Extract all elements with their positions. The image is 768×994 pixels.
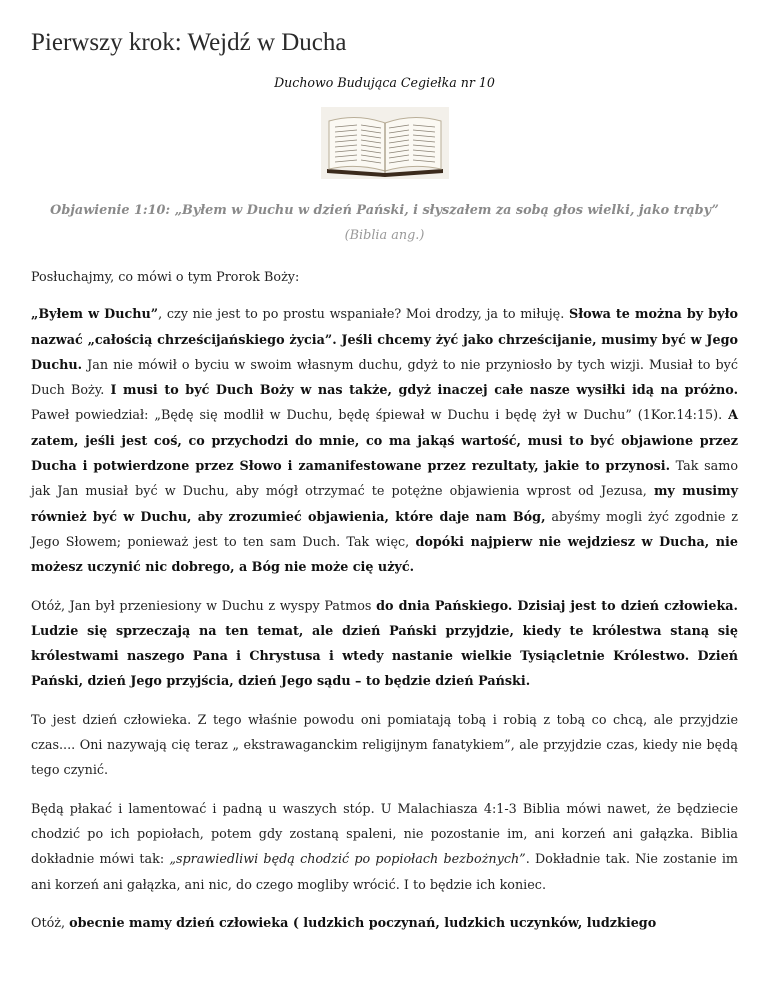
quote-text: Objawienie 1:10: „Byłem w Duchu w dzień Pański, i słyszałem za sobą głos wielki, jako trąby”: [50, 203, 719, 218]
p1-run: my musimy również być w Duchu, aby zrozumieć objawienia, które daje nam Bóg,: [31, 484, 738, 525]
paragraph-2: [31, 594, 738, 695]
scripture-quote: [31, 198, 738, 248]
p5-run: Otóż,: [31, 915, 70, 931]
p4-run: Będą płakać i lamentować i padną u waszych stóp. U Malachiasza 4:1-3 Biblia mówi nawet, że będziecie chodzić po ich popiołach, potem gdy zostaną spaleni, nie pozostanie im, ani korzeń ani gałązka. Biblia dokładnie mówi tak:: [31, 801, 738, 868]
p1-run: A zatem, jeśli jest coś, co przychodzi do mnie, co ma jakąś wartość, musi to być objawione przez Ducha i potwierdzone przez Słowo i zamanifestowane przez rezultaty, jakie to przynosi.: [31, 408, 738, 475]
p5-run: obecnie mamy dzień człowieka ( ludzkich poczynań, ludzkich uczynków, ludzkiego: [69, 915, 657, 931]
paragraph-1: [31, 302, 738, 580]
paragraph-3: To jest dzień człowieka. Z tego właśnie powodu oni pomiatają tobą i robią z tobą co chcą, ale przyjdzie czas.... Oni nazywają cię teraz „ ekstrawaganckim religijnym fanatykiem”, ale przyjdzie czas, kiedy nie będą tego czynić.: [31, 712, 738, 779]
p1-run: Jan nie mówił o byciu w swoim własnym duchu, gdyż to nie przyniosło by tych wizji. Musiał to być Duch Boży.: [31, 357, 738, 399]
p1-run: I musi to być Duch Boży w nas także, gdyż inaczej całe nasze wysiłki idą na próżno.: [110, 383, 739, 399]
p1-run: abyśmy mogli żyć zgodnie z Jego Słowem; ponieważ jest to ten sam Duch. Tak więc,: [31, 509, 738, 550]
subtitle: Duchowo Budująca Cegiełka nr 10: [274, 75, 495, 90]
paragraph-intro: Posłuchajmy, co mówi o tym Prorok Boży:: [31, 270, 300, 285]
p1-run: „Byłem w Duchu”: [31, 307, 159, 323]
p2-run: Otóż, Jan był przeniesiony w Duchu z wyspy Patmos: [31, 598, 377, 614]
p1-run: dopóki najpierw nie wejdziesz w Ducha, nie możesz uczynić nic dobrego, a Bóg nie może cię użyć.: [31, 534, 739, 576]
paragraph-4: [31, 797, 738, 898]
p4-run-italic: „sprawiedliwi będą chodzić po popiołach bezbożnych”: [169, 852, 526, 868]
p2-run: do dnia Pańskiego. Dzisiaj jest to dzień człowieka. Ludzie się sprzeczają na ten temat, ale dzień Pański przyjdzie, kiedy te królestwa staną się królestwami naszego Pana i Chrystusa i wtedy nastanie wielkie Tysiącletnie Królestwo. Dzień Pański, dzień Jego przyjścia, dzień Jego sądu – to będzie dzień Pański.: [31, 598, 738, 690]
p1-run: Tak samo jak Jan musiał być w Duchu, aby mógł otrzymać te potężne objawienia wprost od Jezusa,: [31, 459, 738, 500]
document-page: [31, 28, 738, 936]
page-title: Pierwszy krok: Wejdź w Ducha: [31, 29, 347, 56]
p1-run: , czy nie jest to po prostu wspaniałe? Moi drodzy, ja to miłuję.: [158, 307, 569, 323]
open-bible-illustration: [321, 107, 449, 179]
paragraph-5: [31, 911, 738, 936]
p1-run: Paweł powiedział: „Będę się modlił w Duchu, będę śpiewał w Duchu i będę żył w Duchu” (1Kor.14:15).: [31, 408, 729, 424]
quote-source: (Biblia ang.): [344, 228, 425, 243]
p1-run: Słowa te można by było nazwać „całością chrześcijańskiego życia”. Jeśli chcemy żyć jako chrześcijanie, musimy być w Jego Duchu.: [31, 307, 738, 373]
p4-run: . Dokładnie tak. Nie zostanie im ani korzeń ani gałązka, ani nic, do czego mogliby wrócić. I to będzie ich koniec.: [31, 852, 739, 893]
